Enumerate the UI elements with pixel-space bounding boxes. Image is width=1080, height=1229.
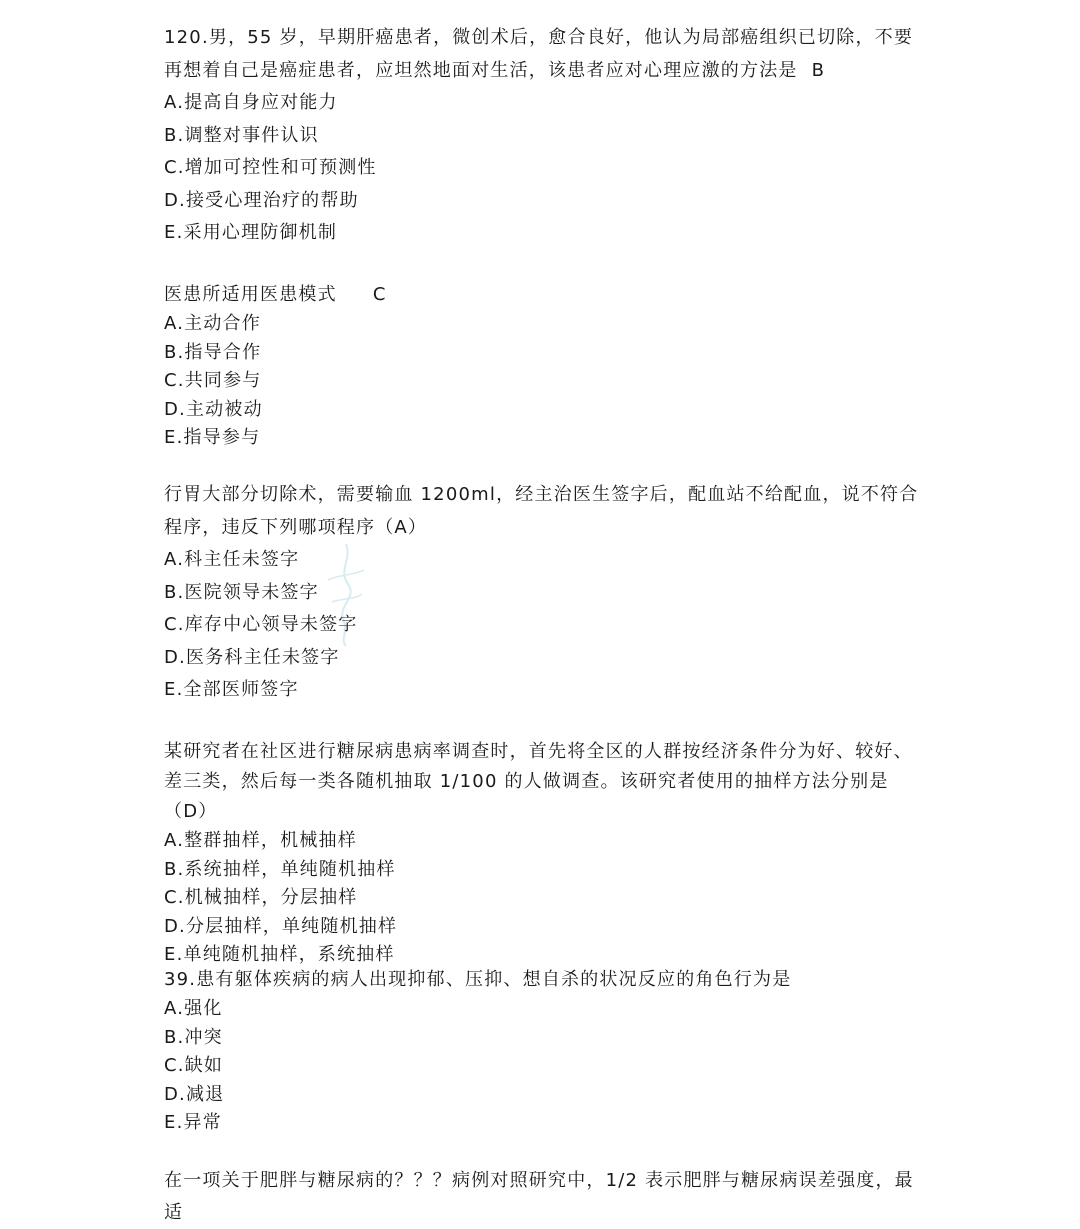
option-e: E.采用心理防御机制 [164,222,338,243]
question-stem: 行胃大部分切除术，需要输血 1200ml，经主治医生签字后，配血站不给配血，说不符合程序，违反下列哪项程序（A） [164,484,919,538]
question-120 [164,22,924,250]
option-a: A.整群抽样，机械抽样 [164,830,357,851]
option-d: D.医务科主任未签字 [164,646,340,668]
option-a: A.主动合作 [164,313,261,334]
question-stem: 某研究者在社区进行糖尿病患病率调查时，首先将全区的人群按经济条件分为好、较好、差三类，然后每一类各随机抽取 1/100 的人做调查。该研究者使用的抽样方法分别是（D） [164,741,913,822]
option-e: E.指导参与 [164,427,261,448]
option-d: D.接受心理治疗的帮助 [164,189,359,211]
question-obesity-diabetes [164,1165,924,1229]
option-b: B.调整对事件认识 [164,124,319,146]
option-a: A.科主任未签字 [164,549,300,570]
question-stem: 医患所适用医患模式 C [164,284,387,305]
answer-key: B [811,59,826,81]
option-a: A.强化 [164,998,223,1019]
option-d: D.分层抽样，单纯随机抽样 [164,915,398,937]
question-stem: 39.患有躯体疾病的病人出现抑郁、压抑、想自杀的状况反应的角色行为是 [164,969,792,990]
option-c: C.库存中心领导未签字 [164,614,358,635]
question-stem: 120.男，55 岁，早期肝癌患者，微创术后，愈合良好，他认为局部癌组织已切除，不要再想着自己是癌症患者，应坦然地面对生活，该患者应对心理应激的方法是 B [164,27,914,81]
option-b: B.系统抽样，单纯随机抽样 [164,858,396,880]
option-c: C.增加可控性和可预测性 [164,157,377,178]
question-stem: 在一项关于肥胖与糖尿病的？？？病例对照研究中，1/2 表示肥胖与糖尿病误差强度，最适 [164,1170,914,1223]
option-d: D.减退 [164,1083,225,1105]
option-e: E.单纯随机抽样，系统抽样 [164,944,395,965]
question-39 [164,965,924,1138]
option-e: E.全部医师签字 [164,679,299,700]
question-blood-transfusion [164,479,924,707]
question-sampling-method [164,737,924,970]
option-a: A.提高自身应对能力 [164,92,338,113]
option-e: E.异常 [164,1112,222,1133]
question-doctor-patient-model [164,280,924,453]
answer-key: C [372,284,387,305]
option-b: B.指导合作 [164,341,262,363]
option-b: B.医院领导未签字 [164,581,319,603]
option-c: C.机械抽样，分层抽样 [164,887,358,908]
option-c: C.共同参与 [164,370,262,391]
option-c: C.缺如 [164,1055,224,1076]
option-d: D.主动被动 [164,398,263,420]
option-b: B.冲突 [164,1026,223,1048]
